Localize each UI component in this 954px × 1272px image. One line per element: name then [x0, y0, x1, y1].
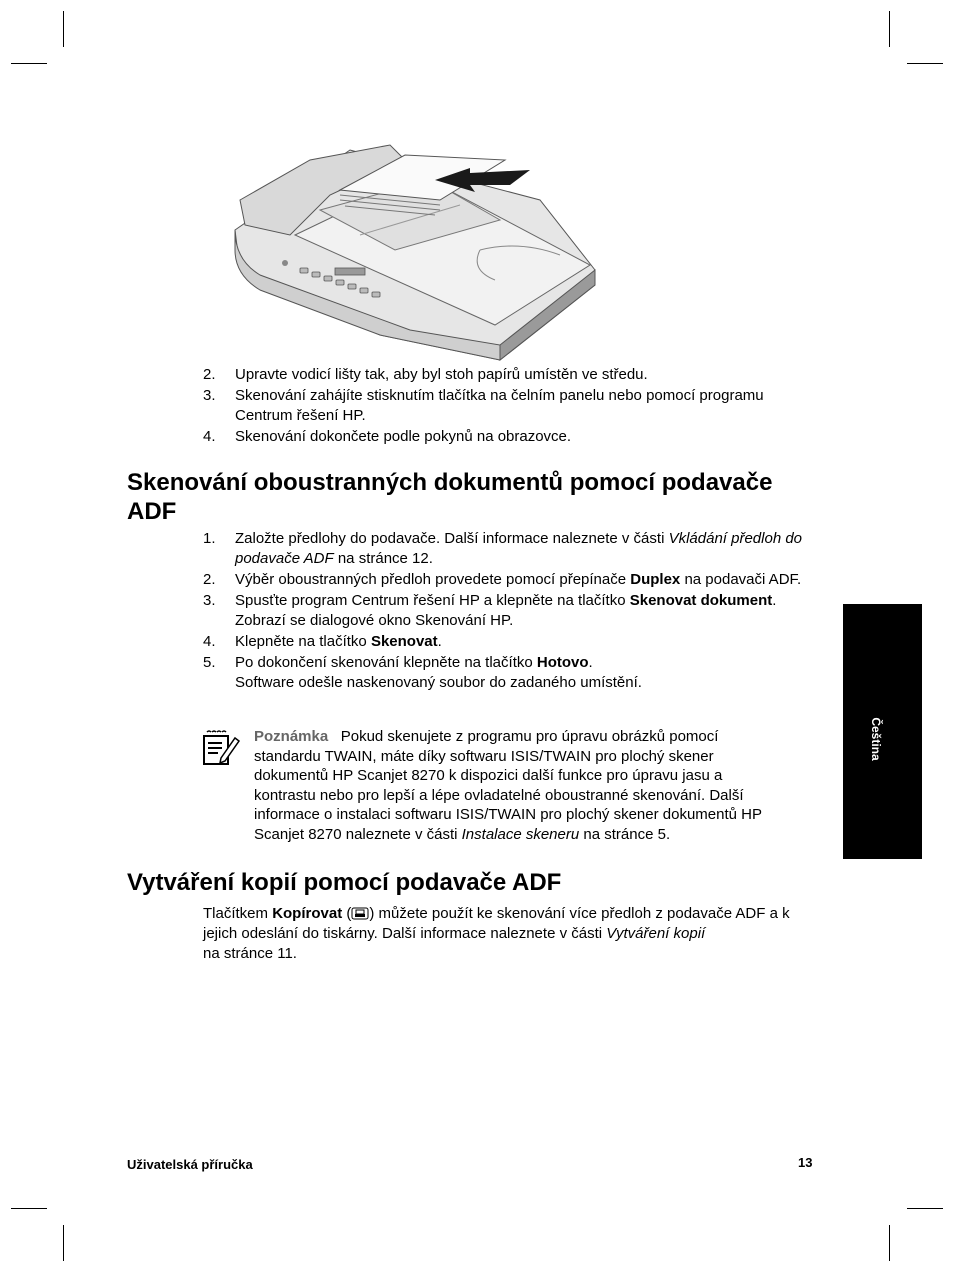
crop-mark	[907, 63, 943, 64]
list-item	[203, 632, 813, 652]
copy-button-icon	[351, 907, 369, 920]
list-text: Software odešle naskenovaný soubor do zadaného umístění.	[235, 674, 642, 691]
list-text: .	[437, 633, 442, 650]
note-text: na stránce 5.	[579, 825, 671, 843]
copy-paragraph: Tlačítkem Kopírovat ( ) můžete použít ke skenování více předloh z podavače ADF a k jejich odeslání do tiskárny. Další informace naleznete v části Vytváření kopií na stránce 11.	[203, 905, 790, 962]
para-text-bold: Kopírovat	[272, 905, 343, 922]
language-tab-label: Čeština	[869, 717, 883, 761]
list-text: . Zobrazí se dialogové okno Skenování HP.	[235, 592, 777, 629]
list-text-bold: Skenovat dokument	[629, 592, 773, 609]
note-text: Pokud skenujete z programu pro úpravu obrázků pomocí standardu TWAIN, máte díky softwaru ISIS/TWAIN pro plochý skener dokumentů HP Scanjet 8270 k dispozici další funkce pro úpravu jasu a kontrastu nebo pro lepší a lépe ovladatelné oboustranné skenování. Další informace o instalaci softwaru ISIS/TWAIN pro plochý skener dokumentů HP Scanjet 8270 naleznete v části	[254, 728, 762, 843]
list-number: 3.	[203, 387, 216, 404]
list-text: Po dokončení skenování klepněte na tlačítko	[235, 654, 537, 671]
list-number: 2.	[203, 366, 216, 383]
note-label: Poznámka	[254, 728, 329, 745]
list-item	[203, 427, 803, 447]
steps-list-top	[203, 365, 803, 447]
note-icon	[201, 730, 241, 768]
list-text: .	[588, 654, 593, 671]
crop-mark	[907, 1208, 943, 1209]
crop-mark	[889, 1225, 890, 1261]
list-text: Upravte vodicí lišty tak, aby byl stoh papírů umístěn ve středu.	[235, 366, 648, 383]
list-number: 4.	[203, 428, 216, 445]
list-number: 4.	[203, 633, 216, 650]
note-text-em: Instalace skeneru	[461, 825, 580, 843]
list-text: Skenování zahájíte stisknutím tlačítka na čelním panelu nebo pomocí programu Centrum řešení HP.	[235, 387, 764, 424]
list-text-bold: Hotovo	[536, 654, 589, 671]
list-number: 2.	[203, 571, 216, 588]
language-tab	[843, 604, 922, 859]
list-item	[203, 529, 813, 569]
list-item	[203, 365, 803, 385]
section-heading: Vytváření kopií pomocí podavače ADF	[127, 869, 562, 896]
section-heading: Skenování oboustranných dokumentů pomocí podavače ADF	[127, 469, 773, 525]
para-text: na stránce 11.	[203, 945, 297, 962]
crop-mark	[889, 11, 890, 47]
list-number: 1.	[203, 530, 216, 547]
list-item	[203, 653, 813, 693]
crop-mark	[11, 63, 47, 64]
list-item	[203, 570, 813, 590]
para-text: Tlačítkem	[203, 905, 273, 922]
list-text: Klepněte na tlačítko	[235, 633, 371, 650]
note-paragraph	[254, 727, 784, 844]
list-text: na stránce 12.	[333, 550, 433, 567]
page-number: 13	[798, 1155, 813, 1170]
steps-list-duplex	[203, 529, 813, 693]
crop-mark	[63, 1225, 64, 1261]
list-number: 5.	[203, 654, 216, 671]
list-item	[203, 591, 813, 631]
crop-mark	[63, 11, 64, 47]
para-text-em: Vytváření kopií	[606, 925, 706, 942]
list-text-bold: Skenovat	[370, 633, 438, 650]
list-text: na podavači ADF.	[680, 571, 802, 588]
list-text-em: Vkládání předloh do podavače ADF	[235, 530, 803, 567]
list-number: 3.	[203, 592, 216, 609]
crop-mark	[11, 1208, 47, 1209]
list-text: Skenování dokončete podle pokynů na obrazovce.	[235, 428, 572, 445]
para-text: ) můžete použít ke skenování více předloh z podavače ADF a k jejich odeslání do tiskárny. Další informace naleznete v části	[203, 905, 790, 942]
list-text-bold: Duplex	[630, 571, 681, 588]
list-text: Založte předlohy do podavače. Další informace naleznete v části	[235, 530, 669, 547]
scanner-illustration	[230, 140, 600, 362]
list-text: Výběr oboustranných předloh provedete pomocí přepínače	[235, 571, 631, 588]
footer-title: Uživatelská příručka	[127, 1157, 253, 1172]
list-item	[203, 386, 803, 426]
list-text: Spusťte program Centrum řešení HP a klepněte na tlačítko	[235, 592, 630, 609]
